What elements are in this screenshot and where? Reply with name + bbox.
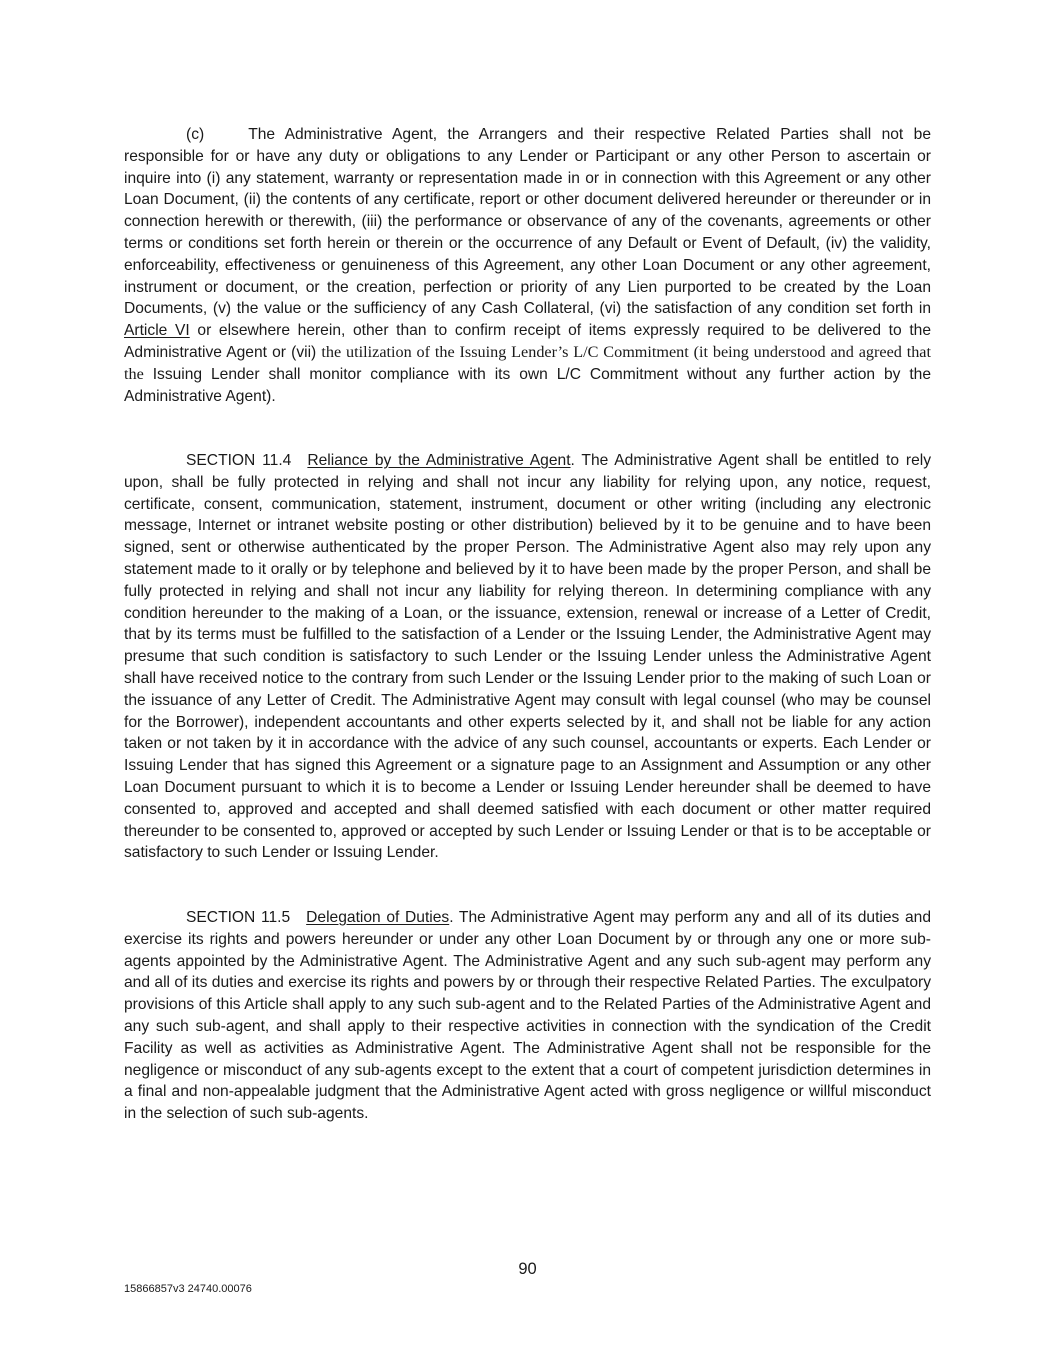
document-id: 15866857v3 24740.00076 <box>124 1283 252 1295</box>
section-11-5-number: SECTION 11.5 <box>186 909 291 926</box>
section-11-4 <box>124 450 931 864</box>
section-11-4-number: SECTION 11.4 <box>186 452 292 469</box>
article-vi-reference: Article VI <box>124 322 190 340</box>
section-11-5-heading: Delegation of Duties <box>306 909 450 926</box>
section-11-4-heading: Reliance by the Administrative Agent <box>307 452 571 469</box>
paragraph-c-text-2: or elsewhere herein, other than to confirm receipt of items expressly required to be delivered to the Administrative Agent or (vii) <box>124 322 931 361</box>
paragraph-c-text-serif: the utilization of the Issuing Lender’s L/C Commitment (it being understood and agreed that the <box>124 342 931 383</box>
section-11-5-body: . The Administrative Agent may perform any and all of its duties and exercise its rights and powers hereunder or under any other Loan Document by or through any one or more sub-agents appointed by the Administrative Agent. The Administrative Agent and any such sub-agent may perform any and all of its duties and exercise its rights and powers by or through their respective Related Parties. The exculpatory provisions of this Article shall apply to any such sub-agent and to the Related Parties of the Administrative Agent and any such sub-agent, and shall apply to their respective activities in connection with the syndication of the Credit Facility as well as activities as Administrative Agent. The Administrative Agent shall not be responsible for the negligence or misconduct of any sub-agents except to the extent that a court of competent jurisdiction determines in a final and non-appealable judgment that the Administrative Agent acted with gross negligence or willful misconduct in the selection of such sub-agents. <box>124 909 931 1123</box>
section-11-5 <box>124 907 931 1125</box>
section-11-4-body: . The Administrative Agent shall be entitled to rely upon, shall be fully protected in relying and shall not incur any liability for relying upon, any notice, request, certificate, consent, communication, statement, instrument, document or other writing (including any electronic message, Internet or intranet website posting or other distribution) believed by it to be genuine and to have been signed, sent or otherwise authenticated by the proper Person. The Administrative Agent also may rely upon any statement made to it orally or by telephone and believed by it to have been made by the proper Person, and shall be fully protected in relying and shall not incur any liability for relying thereon. In determining compliance with any condition hereunder to the making of a Loan, or the issuance, extension, renewal or increase of a Letter of Credit, that by its terms must be fulfilled to the satisfaction of a Lender or the Issuing Lender, the Administrative Agent may presume that such condition is satisfactory to such Lender or the Issuing Lender unless the Administrative Agent shall have received notice to the contrary from such Lender or the Issuing Lender prior to the making of such Loan or the issuance of any Letter of Credit. The Administrative Agent may consult with legal counsel (who may be counsel for the Borrower), independent accountants and other experts selected by it, and shall not be liable for any action taken or not taken by it in accordance with the advice of any such counsel, accountants or experts. Each Lender or Issuing Lender that has signed this Agreement or a signature page to an Assignment and Assumption or any other Loan Document pursuant to which it is to become a Lender or Issuing Lender hereunder shall be deemed to have consented to, approved and accepted and shall deemed satisfied with each document or other matter required thereunder to be consented to, approved or accepted by such Lender or Issuing Lender or that is to be acceptable or satisfactory to such Lender or Issuing Lender. <box>124 452 932 862</box>
paragraph-c-text-1: The Administrative Agent, the Arrangers and their respective Related Parties shall not be responsible for or have any duty or obligations to any Lender or Participant or any other Person to ascertain or inquire into (i) any statement, warranty or representation made in or in connection with this Agreement or any other Loan Document, (ii) the contents of any certificate, report or other document delivered hereunder or thereunder or in connection herewith or therewith, (iii) the performance or observance of any of the covenants, agreements or other terms or conditions set forth herein or therein or the occurrence of any Default or Event of Default, (iv) the validity, enforceability, effectiveness or genuineness of this Agreement, any other Loan Document or any other agreement, instrument or document, or the creation, perfection or priority of any Lien purported to be created by the Loan Documents, (v) the value or the sufficiency of any Cash Collateral, (vi) the satisfaction of any condition set forth in <box>124 126 931 318</box>
paragraph-c-label: (c) <box>186 126 205 143</box>
paragraph-c-text-3: Issuing Lender shall monitor compliance with its own L/C Commitment without any further action by the Administrative Agent). <box>124 365 931 405</box>
page-number: 90 <box>518 1260 537 1278</box>
paragraph-c <box>124 124 931 407</box>
